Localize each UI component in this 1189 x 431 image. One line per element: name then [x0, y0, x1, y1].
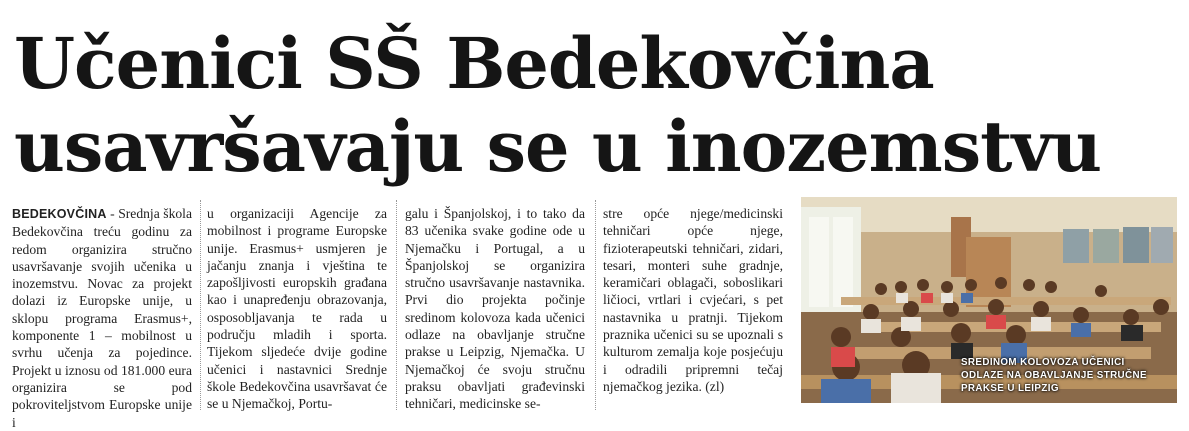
article-column-4	[603, 205, 783, 410]
article-column-3	[405, 205, 585, 410]
article-column-2	[207, 205, 387, 410]
photo-caption: SREDINOM KOLOVOZA UČENICI ODLAZE NA OBAVLJANJE STRUČNE PRAKSE U LEIPZIG	[961, 357, 1147, 394]
article-headline	[14, 22, 1184, 188]
column-divider	[595, 200, 596, 410]
article-column-1	[12, 205, 192, 430]
column-3-text: galu i Španjolskoj, i to tako da 83 učenika svake godine ode u Njemačku i Portugal, a u Španjolskoj se organizira stručno usavršavanje nastavnika. Prvi dio projekta počinje sredinom kolovoza kada učenici odlaze na obavljanje stručne prakse u Leipzig, Njemačka. U Njemačkoj će svoju stručnu praksu obavljati građevinski tehničari, medicinske se-	[405, 206, 585, 412]
column-divider	[200, 200, 201, 410]
column-1-text: - Srednja škola Bedekovčina treću godinu za redom organizira stručno usavršavanje svojih učenika u inozemstvu. Novac za projekt dolazi iz Europske unije, u sklopu programa Erasmus+, komponente 1 – mobilnost u svrhu učenja za pojedince. Projekt u iznosu od 181.000 eura organizira se pod pokroviteljstvom Europske unije i	[12, 206, 192, 430]
column-divider	[396, 200, 397, 410]
column-2-text: u organizaciji Agencije za mobilnost i programe Europske unije. Erasmus+ usmjeren je jačanju znanja i vještina te zapošljivosti europskih građana kao i unapređenju obrazovanja, osposobljavanja te rada u području mladih i sporta. Tijekom sljedeće dvije godine učenici i nastavnici Srednje škole Bedekovčina usavršavat će se u Njemačkoj, Portu-	[207, 206, 387, 412]
classroom-photo	[801, 197, 1177, 403]
headline-line-1: Učenici SŠ Bedekovčina	[14, 22, 934, 105]
headline-line-2: usavršavaju se u inozemstvu	[14, 105, 1102, 188]
dateline: BEDEKOVČINA	[12, 207, 107, 221]
column-4-text: stre opće njege/medicinski tehničari opće njege, fizioterapeutski tehničari, zidari, tesari, monteri suhe gradnje, keramičari oblagači, soboslikari ličioci, vrtlari i cvjećari, s pet nastavnika u pratnji. Tijekom praznika učenici su se upoznali s kulturom zemalja koje posjećuju i odradili pripremni tečaj njemačkog jezika. (zl)	[603, 206, 783, 394]
